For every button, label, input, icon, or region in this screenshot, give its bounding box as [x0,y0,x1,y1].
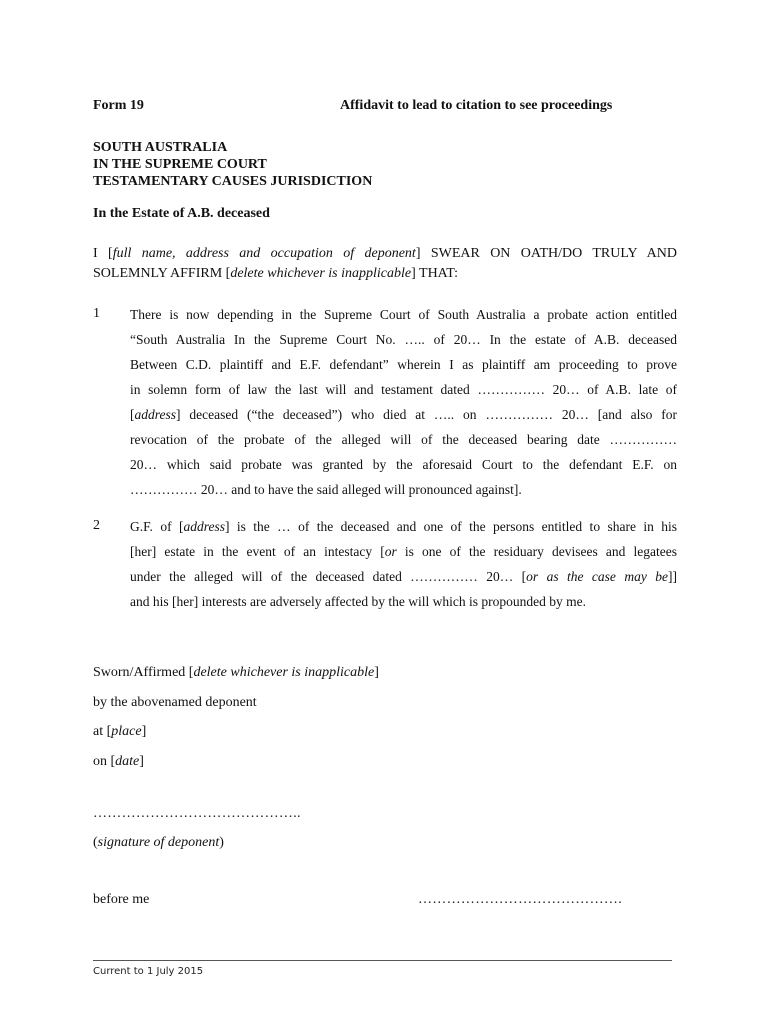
paragraph-line: and his [her] interests are adversely affected by the will which is propounded by me. [130,594,586,609]
witness-dotted-line: ……………………………………. [418,892,622,907]
intro-line-2: SOLEMNLY AFFIRM [delete whichever is inapplicable] THAT: [93,266,458,281]
paragraph-line: revocation of the probate of the alleged will of the deceased bearing date …………… [130,432,677,447]
paragraph-1 [130,302,677,502]
footer-rule [93,960,672,961]
state-name: SOUTH AUSTRALIA [93,140,228,155]
signature-label: (signature of deponent) [93,835,224,850]
paragraph-line: …………… 20… and to have the said alleged will pronounced against]. [130,482,522,497]
date-line: on [date] [93,753,144,769]
intro-paragraph [93,244,677,284]
sworn-line: Sworn/Affirmed [delete whichever is inapplicable] [93,665,379,680]
deponent-line: by the abovenamed deponent [93,694,257,710]
paragraph-line: G.F. of [address] is the … of the deceased and one of the persons entitled to share in his [130,519,677,534]
form-number: Form 19 [93,98,144,113]
place-line: at [place] [93,724,147,739]
form-title: Affidavit to lead to citation to see proceedings [340,98,613,113]
paragraph-line: “South Australia In the Supreme Court No. ….. of 20… In the estate of A.B. deceased [130,332,677,347]
paragraph-line: in solemn form of law the last will and testament dated …………… 20… of A.B. late of [130,382,677,397]
paragraph-number-1: 1 [93,306,100,321]
paragraph-line: [address] deceased (“the deceased”) who died at ….. on …………… 20… [and also for [130,407,677,422]
footer-currency-note: Current to 1 July 2015 [93,966,204,977]
paragraph-line: 20… which said probate was granted by the aforesaid Court to the defendant E.F. on [130,457,677,472]
court-heading [93,139,372,190]
paragraph-line: [her] estate in the event of an intestacy [or is one of the residuary devisees and legatees [130,544,677,559]
paragraph-line: under the alleged will of the deceased dated …………… 20… [or as the case may be]] [130,569,677,584]
court-name: IN THE SUPREME COURT [93,157,267,172]
before-me-label: before me [93,892,150,907]
jurat-block [93,658,379,776]
paragraph-line: There is now depending in the Supreme Court of South Australia a probate action entitled [130,307,677,322]
signature-dotted-line: …………………………………….. [93,806,301,821]
paragraph-number-2: 2 [93,518,100,533]
intro-line-1: I [full name, address and occupation of deponent] SWEAR ON OATH/DO TRULY AND [93,246,677,261]
paragraph-2 [130,514,677,614]
estate-heading: In the Estate of A.B. deceased [93,206,270,221]
jurisdiction-name: TESTAMENTARY CAUSES JURISDICTION [93,174,373,189]
paragraph-line: Between C.D. plaintiff and E.F. defendant” wherein I as plaintiff am proceeding to prove [130,357,677,372]
